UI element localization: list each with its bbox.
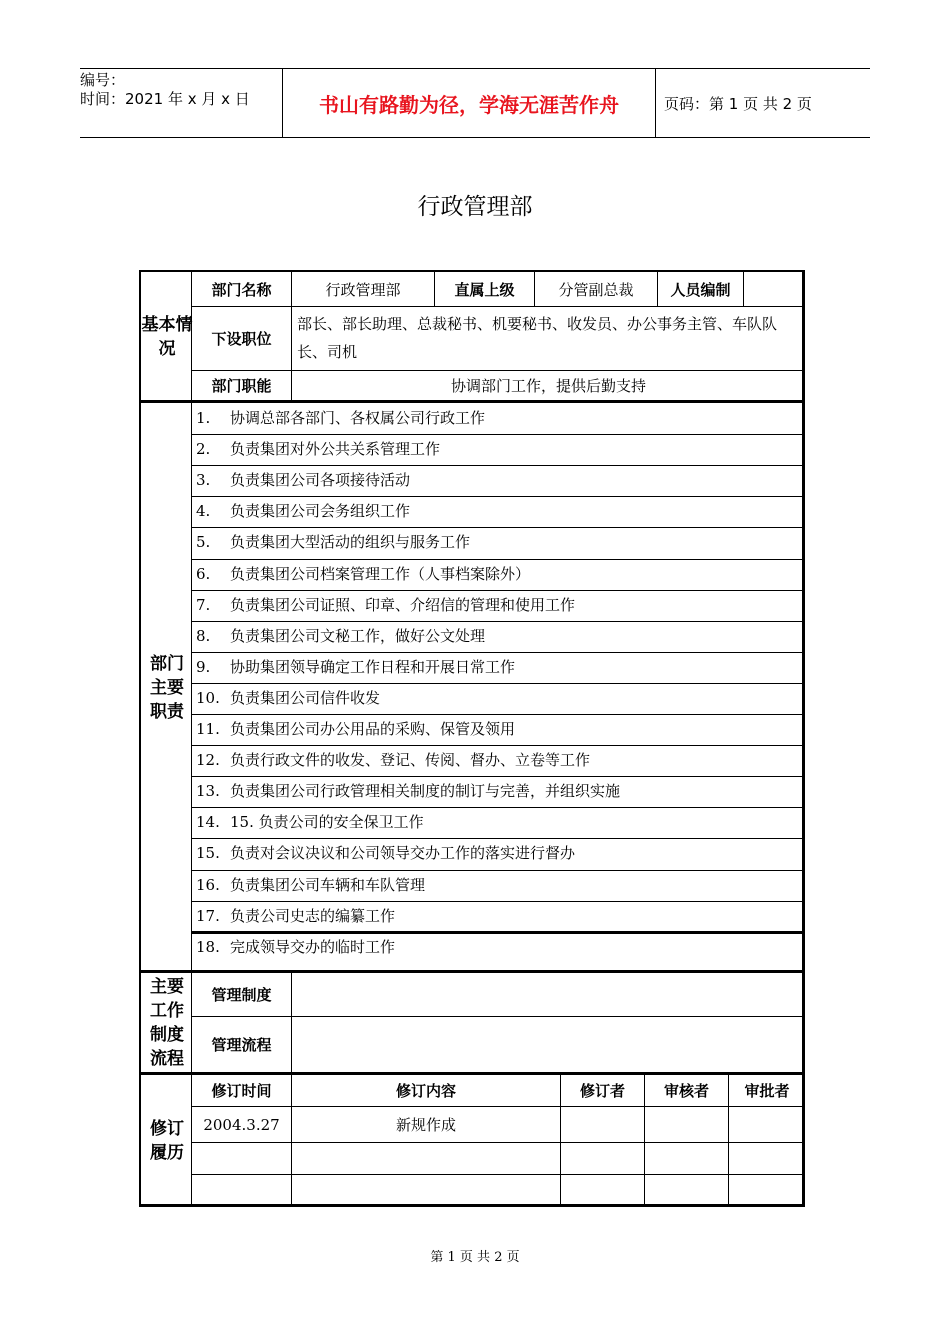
duty-number: 4. [196, 502, 211, 521]
duty-text: 负责集团公司车辆和车队管理 [230, 875, 426, 894]
duty-number: 3. [196, 471, 211, 490]
header-page-number: 页码：第 1 页 共 2 页 [664, 94, 812, 113]
duty-text: 协助集团领导确定工作日程和开展日常工作 [230, 657, 516, 676]
duty-text: 负责集团公司行政管理相关制度的制订与完善，并组织实施 [230, 782, 621, 801]
section-system [141, 973, 193, 1073]
function-label: 部门职能 [211, 377, 272, 395]
duty-item [196, 496, 410, 527]
duty-item [196, 838, 575, 869]
duty-number: 6. [196, 564, 211, 583]
revision-row-content: 新规作成 [395, 1116, 456, 1134]
duty-text: 负责集团公司档案管理工作（人事档案除外） [230, 564, 531, 583]
duty-text: 负责公司史志的编纂工作 [230, 906, 396, 925]
staffing-label: 人员编制 [670, 280, 731, 299]
revision-row-reviewer [645, 1107, 728, 1142]
page-title: 行政管理部 [417, 194, 533, 220]
duty-text: 负责对会议决议和公司领导交办工作的落实进行督办 [230, 844, 576, 863]
duty-text: 负责行政文件的收发、登记、传阅、督办、立卷等工作 [230, 751, 591, 770]
revision-row-approver [729, 1107, 805, 1142]
duty-number: 2. [196, 440, 211, 459]
duty-text: 负责集团公司各项接待活动 [230, 471, 411, 490]
duty-text: 负责集团公司证照、印章、介绍信的管理和使用工作 [230, 595, 576, 614]
grid-line [191, 1142, 805, 1143]
duty-item [196, 403, 485, 434]
revision-header-approver: 审批者 [744, 1082, 790, 1100]
revision-header-time: 修订时间 [211, 1082, 272, 1100]
department-table [139, 270, 809, 1210]
section-basic: 基本情况 [141, 315, 193, 359]
revision-row-reviser [561, 1107, 644, 1142]
duty-text: 负责集团公司会务组织工作 [230, 502, 411, 521]
duty-number: 13. [196, 782, 220, 801]
duty-number: 18. [196, 937, 220, 956]
duty-number: 11. [196, 720, 220, 738]
section-revision-label: 修订履历 [150, 1119, 184, 1163]
duty-item [196, 434, 440, 465]
duty-number: 12. [196, 751, 220, 770]
duty-item [196, 714, 515, 745]
header-meta [80, 69, 282, 139]
process-label: 管理流程 [211, 1036, 272, 1054]
duty-number: 17. [196, 906, 220, 925]
duty-text: 协调总部各部门、各权属公司行政工作 [230, 409, 486, 427]
duty-item [196, 621, 485, 652]
dept-name-value: 行政管理部 [325, 280, 401, 299]
document-date: 时间：2021 年 x 月 x 日 [80, 90, 250, 108]
duty-item [196, 683, 380, 714]
duty-number: 7. [196, 595, 211, 614]
duty-item [196, 870, 425, 901]
duty-number: 10. [196, 688, 220, 707]
superior-value: 分管副总裁 [558, 280, 634, 299]
grid-line [191, 1174, 805, 1175]
duty-item [196, 559, 530, 590]
duty-number: 15. [196, 844, 220, 863]
duty-item [196, 932, 395, 963]
positions-label: 下设职位 [211, 330, 272, 348]
duty-number: 9. [196, 657, 211, 676]
page-footer: 第 1 页 共 2 页 [430, 1250, 520, 1265]
duty-text: 负责集团公司文秘工作，做好公文处理 [230, 626, 486, 645]
page-header [80, 68, 870, 138]
rules-label: 管理制度 [211, 986, 272, 1004]
grid-line [291, 973, 292, 1073]
duty-item [196, 776, 620, 807]
duty-item [196, 745, 590, 776]
duty-item [196, 527, 470, 558]
duty-number: 5. [196, 533, 211, 552]
duty-item [196, 590, 575, 621]
dept-name-label: 部门名称 [211, 280, 272, 299]
header-motto: 书山有路勤为径，学海无涯苦作舟 [282, 69, 656, 137]
function-value: 协调部门工作，提供后勤支持 [450, 377, 646, 395]
section-system-label: 主要工作制度流程 [150, 977, 184, 1069]
duty-number: 14. [196, 813, 220, 832]
duty-number: 8. [196, 626, 211, 645]
positions-value: 部长、部长助理、总裁秘书、机要秘书、收发员、办公事务主管、车队队长、司机 [297, 315, 778, 361]
duty-text: 负责集团对外公共关系管理工作 [230, 440, 441, 459]
revision-header-content: 修订内容 [395, 1082, 456, 1100]
duty-number: 16. [196, 875, 220, 894]
duty-text: 15. 负责公司的安全保卫工作 [230, 813, 424, 832]
duty-text: 负责集团公司办公用品的采购、保管及领用 [230, 720, 516, 738]
duty-item [196, 652, 515, 683]
duty-text: 负责集团大型活动的组织与服务工作 [230, 533, 471, 552]
duty-text: 负责集团公司信件收发 [230, 688, 381, 707]
superior-label: 直属上级 [454, 280, 515, 299]
section-duties-label: 部门主要职责 [150, 654, 184, 722]
duty-item [196, 465, 410, 496]
duty-number: 1. [196, 409, 211, 427]
revision-header-reviser: 修订者 [579, 1082, 625, 1100]
duty-text: 完成领导交办的临时工作 [230, 937, 396, 956]
section-duties [141, 403, 193, 973]
section-revision [141, 1075, 193, 1207]
duty-item [196, 901, 395, 932]
revision-header-reviewer: 审核者 [663, 1082, 709, 1100]
document-number: 编号： [80, 71, 126, 89]
revision-row-time: 2004.3.27 [203, 1115, 280, 1134]
staffing-value [744, 272, 805, 306]
duty-item [196, 807, 424, 838]
